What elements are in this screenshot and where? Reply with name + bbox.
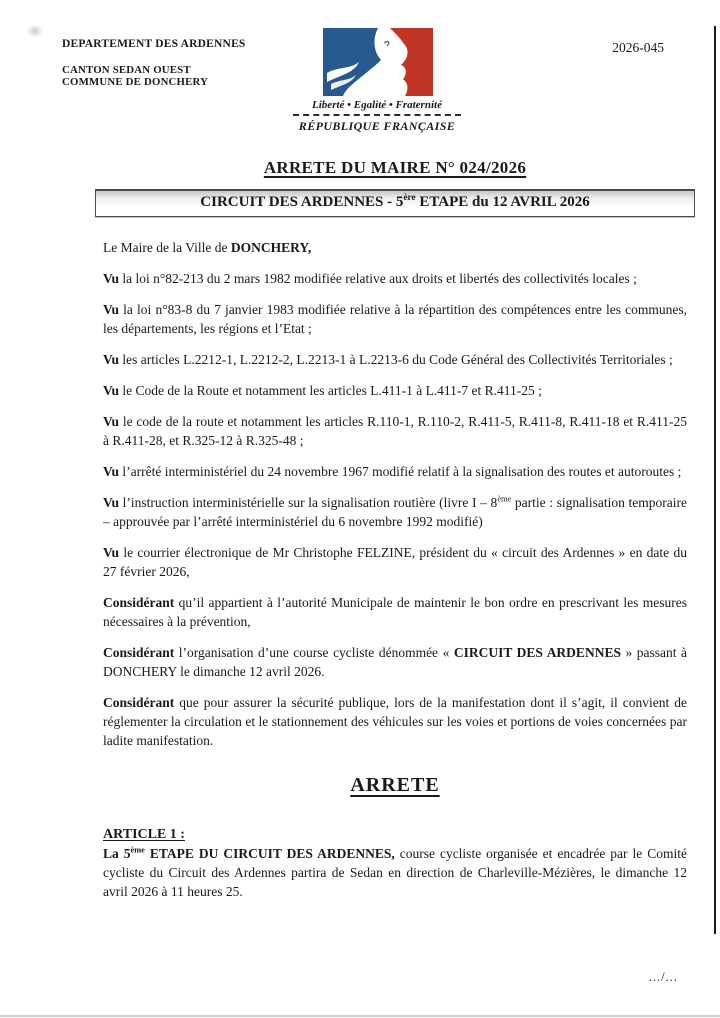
- document-body: [103, 158, 687, 901]
- article-1-section: [103, 827, 687, 901]
- page-continuation-mark: .../...: [648, 970, 678, 984]
- issuing-authority-block: [62, 38, 246, 88]
- event-subtitle-box: [95, 189, 695, 217]
- subtitle-ordinal-suffix: ère: [403, 193, 416, 203]
- vu-paragraph: Vu la loi n°83-8 du 7 janvier 1983 modifiée relative à la répartition des compétences entre les communes, les départements, les régions et l’Etat ;: [103, 302, 687, 336]
- vu-paragraph: Vu l’instruction interministérielle sur la signalisation routière (livre I – 8ème partie : signalisation temporaire – approuvée par l’arrêté interministériel du 6 novembre 1992 modifié): [103, 494, 687, 529]
- logo-dashed-separator: [293, 114, 461, 116]
- document-header: [0, 0, 720, 133]
- logo-country-name: RÉPUBLIQUE FRANÇAISE: [298, 119, 456, 133]
- subtitle-text: CIRCUIT DES ARDENNES - 5: [200, 194, 404, 210]
- republique-francaise-block: [293, 28, 461, 134]
- recitals-section: [103, 238, 687, 750]
- vu-paragraph: Vu le code de la route et notamment les articles R.110-1, R.110-2, R.411-5, R.411-8, R.411-18 et R.411-25 à R.411-28, et R.325-12 à R.325-48 ;: [103, 414, 687, 448]
- vu-paragraph: Vu la loi n°82-213 du 2 mars 1982 modifiée relative aux droits et libertés des collectivités locales ;: [103, 271, 637, 286]
- scan-bottom-line: [0, 1015, 720, 1017]
- commune-name-bold: DONCHERY,: [230, 240, 312, 255]
- article-1-heading: ARTICLE 1 :: [103, 827, 185, 842]
- considerant-paragraph: Considérant que pour assurer la sécurité publique, lors de la manifestation dont il s’agit, il convient de réglementer la circulation et le stationnement des véhicules sur les voies et portions de voies concernées par ladite manifestation.: [103, 695, 687, 748]
- commune-name: COMMUNE DE DONCHERY: [62, 76, 209, 88]
- vu-paragraph: Vu le Code de la Route et notamment les articles L.411-1 à L.411-7 et R.411-25 ;: [103, 383, 542, 398]
- document-reference-number: 2026-045: [612, 40, 664, 55]
- hair-curl-mark: [384, 42, 389, 46]
- arrete-heading: ARRETE: [350, 774, 440, 796]
- decree-title: ARRETE DU MAIRE N° 024/2026: [263, 158, 527, 177]
- article-1-text: La 5ème ETAPE DU CIRCUIT DES ARDENNES, course cycliste organisée et encadrée par le Comité cycliste du Circuit des Ardennes partira de Sedan en direction de Charleville-Mézières, le dimanche 12 avril 2026 à 11 heures 25.: [103, 845, 687, 899]
- logo-motto: Liberté • Egalité • Fraternité: [312, 99, 442, 111]
- vu-paragraph: Vu les articles L.2212-1, L.2212-2, L.2213-1 à L.2213-6 du Code Général des Collectivités Territoriales ;: [103, 352, 673, 367]
- french-republic-logo: [321, 28, 433, 96]
- intro-paragraph: Le Maire de la Ville de DONCHERY,: [103, 240, 312, 255]
- department-name: DEPARTEMENT DES ARDENNES: [62, 38, 246, 50]
- considerant-paragraph: Considérant l’organisation d’une course cycliste dénommée « CIRCUIT DES ARDENNES » passant à DONCHERY le dimanche 12 avril 2026.: [103, 645, 688, 679]
- subtitle-text-end: ETAPE du 12 AVRIL 2026: [415, 194, 590, 210]
- event-name-bold: CIRCUIT DES ARDENNES: [453, 645, 621, 660]
- vu-paragraph: Vu l’arrêté interministériel du 24 novembre 1967 modifié relatif à la signalisation des routes et autoroutes ;: [103, 464, 682, 479]
- scan-edge-line: [714, 26, 717, 934]
- considerant-paragraph: Considérant qu’il appartient à l’autorité Municipale de maintenir le bon ordre en prescrivant les mesures nécessaires à la prévention,: [103, 595, 687, 629]
- canton-name: CANTON SEDAN OUEST: [62, 64, 191, 76]
- vu-paragraph: Vu le courrier électronique de Mr Christophe FELZINE, président du « circuit des Ardennes » en date du 27 février 2026,: [103, 545, 687, 579]
